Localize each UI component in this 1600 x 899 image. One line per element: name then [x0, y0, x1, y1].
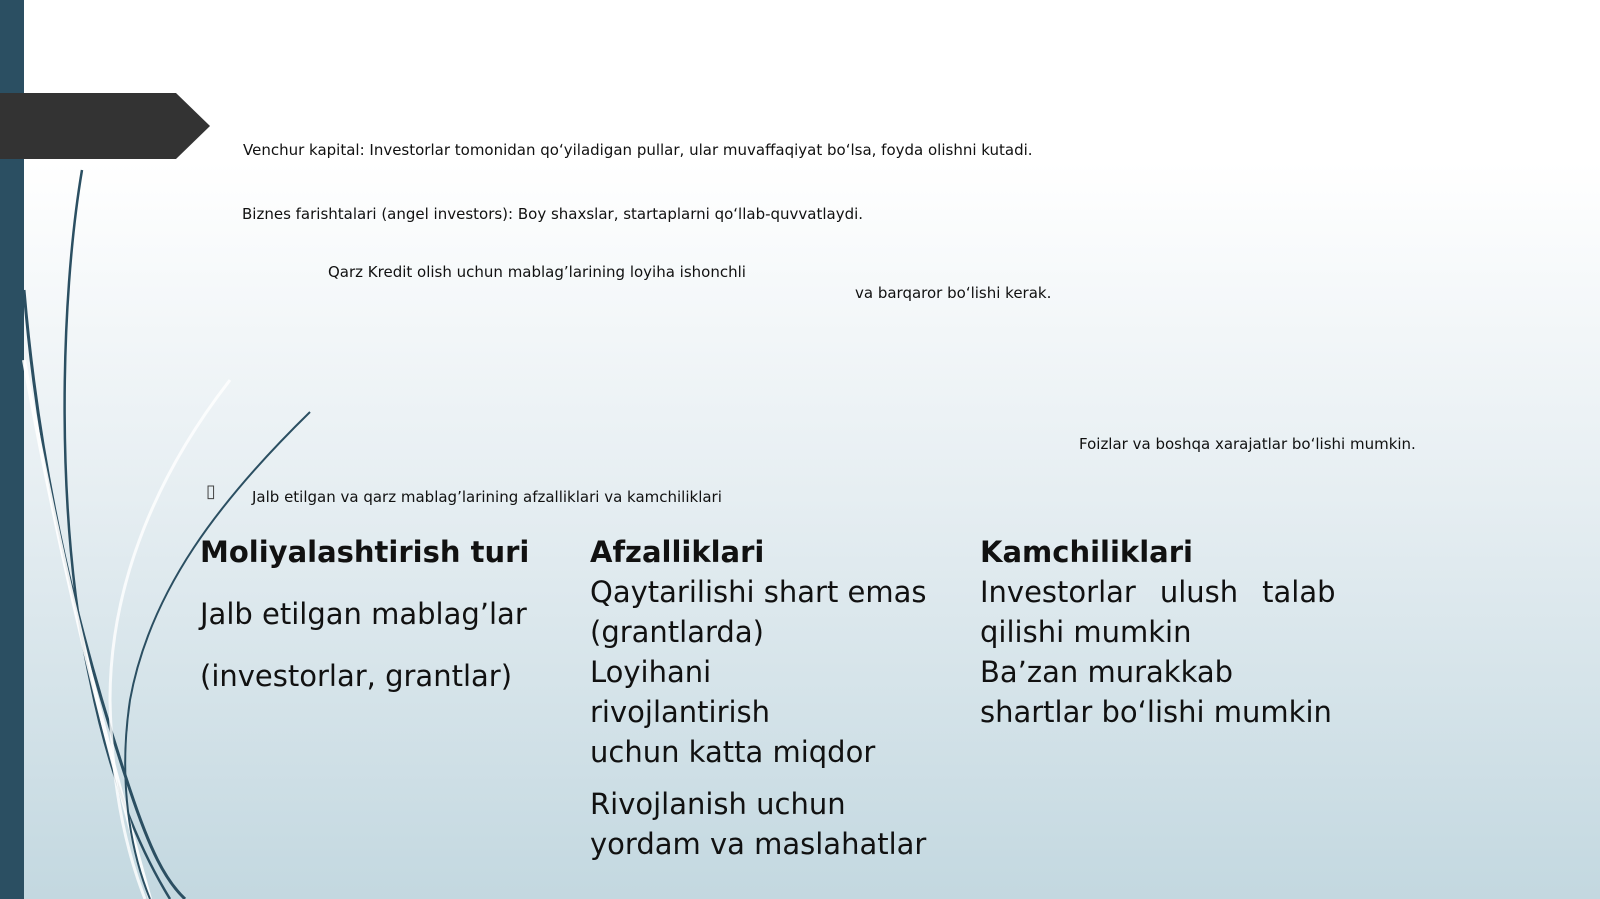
- col2-row2a-word1: Loyihani: [590, 655, 712, 689]
- col1-header: Moliyalashtirish turi: [200, 535, 530, 569]
- col3-row1a-word2: ulush: [1159, 575, 1239, 609]
- col2-row3a: Rivojlanish uchun: [590, 787, 846, 821]
- col3-header: Kamchiliklari: [980, 535, 1193, 569]
- col3-row1a-word1: Investorlar: [980, 575, 1136, 609]
- col2-row2a: [590, 652, 980, 732]
- col3-row1a: [980, 572, 1360, 612]
- col2-row2a-word2: rivojlantirish: [590, 695, 771, 729]
- qarz-line-b: va barqaror boʻlishi kerak.: [855, 284, 1052, 302]
- col2-row1b: (grantlarda): [590, 615, 764, 649]
- col2-row2b: uchun katta miqdor: [590, 735, 876, 769]
- angel-line: Biznes farishtalari (angel investors): Boy shaxslar, startaplarni qoʻllab-quvvatlaydi.: [242, 205, 864, 223]
- decorative-curves: [0, 0, 320, 899]
- col3-row1b: qilishi mumkin: [980, 615, 1192, 649]
- col1-row1: Jalb etilgan mablagʼlar: [200, 597, 527, 631]
- col3-row2a: Baʼzan murakkab: [980, 655, 1234, 689]
- jalb-heading: Jalb etilgan va qarz mablagʼlarining afzalliklari va kamchiliklari: [252, 488, 722, 506]
- col2-row1a: Qaytarilishi shart emas: [590, 575, 927, 609]
- foizlar-line: Foizlar va boshqa xarajatlar boʻlishi mumkin.: [1079, 435, 1416, 453]
- qarz-line-a: Qarz Kredit olish uchun mablagʼlarining loyiha ishonchli: [328, 263, 746, 281]
- column-advantages: [590, 532, 980, 864]
- col2-row3b: yordam va maslahatlar: [590, 827, 927, 861]
- column-disadvantages: [980, 532, 1360, 732]
- venchur-line: Venchur kapital: Investorlar tomonidan qoʻyiladigan pullar, ular muvaffaqiyat boʻlsa, foyda olishni kutadi.: [243, 141, 1033, 159]
- col3-row2b: shartlar boʻlishi mumkin: [980, 695, 1332, 729]
- col2-header: Afzalliklari: [590, 535, 765, 569]
- column-financing-type: [200, 532, 580, 696]
- col3-row1a-word3: talab: [1262, 575, 1336, 609]
- bullet-icon: ▯: [206, 481, 216, 502]
- col1-row2: (investorlar, grantlar): [200, 659, 513, 693]
